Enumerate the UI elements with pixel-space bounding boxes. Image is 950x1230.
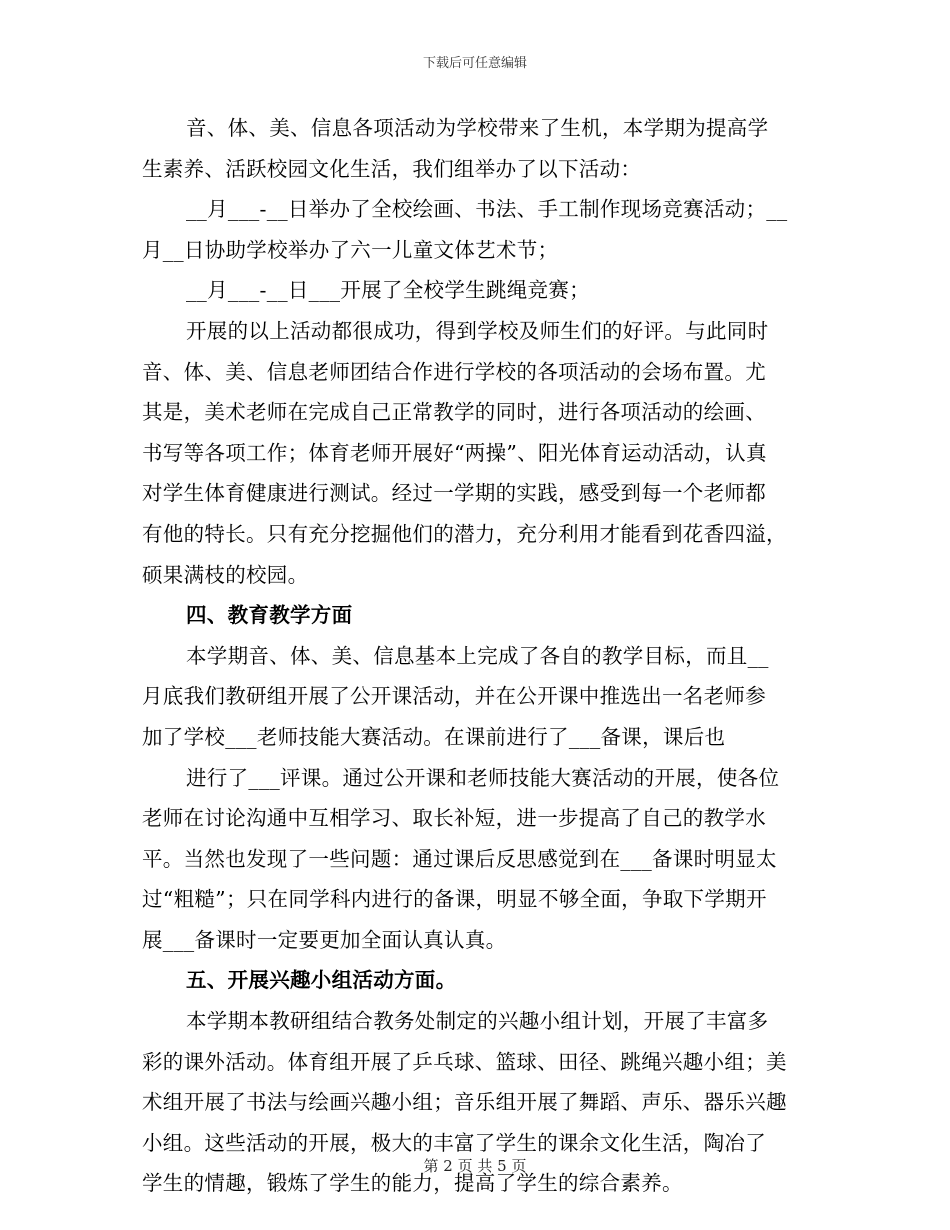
text-line: 过“粗糙”；只在同学科内进行的备课，明显不够全面，争取下学期开 <box>142 887 767 912</box>
text-line: 展___备课时一定要更加全面认真认真。 <box>142 927 507 952</box>
text-line: 生素养、活跃校园文化生活，我们组举办了以下活动： <box>142 156 642 181</box>
section-heading: 四、教育教学方面 <box>186 603 353 628</box>
text-line: 进行了___评课。通过公开课和老师技能大赛活动的开展，使各位 <box>186 765 780 790</box>
text-line: 老师在讨论沟通中互相学习、取长补短，进一步提高了自己的教学水 <box>142 806 766 831</box>
text-line: 本学期本教研组结合教务处制定的兴趣小组计划，开展了丰富多 <box>186 1009 769 1034</box>
text-line: 硕果满枝的校园。 <box>142 562 309 587</box>
text-line: 音、体、美、信息老师团结合作进行学校的各项活动的会场布置。尤 <box>142 359 766 384</box>
text-line: 书写等各项工作；体育老师开展好“两操”、阳光体育运动活动，认真 <box>142 440 767 465</box>
text-line: 对学生体育健康进行测试。经过一学期的实践，感受到每一个老师都 <box>142 481 766 506</box>
text-line: 本学期音、体、美、信息基本上完成了各自的教学目标，而且__ <box>186 643 769 668</box>
text-line: __月___-__日___开展了全校学生跳绳竞赛； <box>186 278 590 303</box>
page-footer: 第 2 页 共 5 页 <box>423 1157 527 1175</box>
text-line: 月底我们教研组开展了公开课活动，并在公开课中推选出一名老师参 <box>142 684 766 709</box>
text-line: 术组开展了书法与绘画兴趣小组；音乐组开展了舞蹈、声乐、器乐兴趣 <box>142 1090 787 1115</box>
document-body <box>142 108 808 1204</box>
text-line: __月___-__日举办了全校绘画、书法、手工制作现场竞赛活动；__ <box>186 197 788 222</box>
page-header: 下载后可任意编辑 <box>422 56 527 71</box>
text-line: 月__日协助学校举办了六一儿童文体艺术节； <box>142 237 559 262</box>
text-line: 其是，美术老师在完成自己正常教学的同时，进行各项活动的绘画、 <box>142 400 766 425</box>
text-line: 彩的课外活动。体育组开展了乒乓球、篮球、田径、跳绳兴趣小组；美 <box>142 1049 787 1074</box>
text-line: 小组。这些活动的开展，极大的丰富了学生的课余文化生活，陶冶了 <box>142 1130 766 1155</box>
text-line: 音、体、美、信息各项活动为学校带来了生机，本学期为提高学 <box>186 116 769 140</box>
text-line: 加了学校___老师技能大赛活动。在课前进行了___备课，课后也 <box>142 724 726 749</box>
text-line: 平。当然也发现了一些问题：通过课后反思感觉到在___备课时明显太 <box>142 846 777 871</box>
text-line: 学生的情趣，锻炼了学生的能力，提高了学生的综合素养。 <box>142 1171 683 1196</box>
text-line: 有他的特长。只有充分挖掘他们的潜力，充分利用才能看到花香四溢， <box>142 521 787 546</box>
section-heading: 五、开展兴趣小组活动方面。 <box>186 968 457 993</box>
text-line: 开展的以上活动都很成功，得到学校及师生们的好评。与此同时 <box>186 318 769 343</box>
